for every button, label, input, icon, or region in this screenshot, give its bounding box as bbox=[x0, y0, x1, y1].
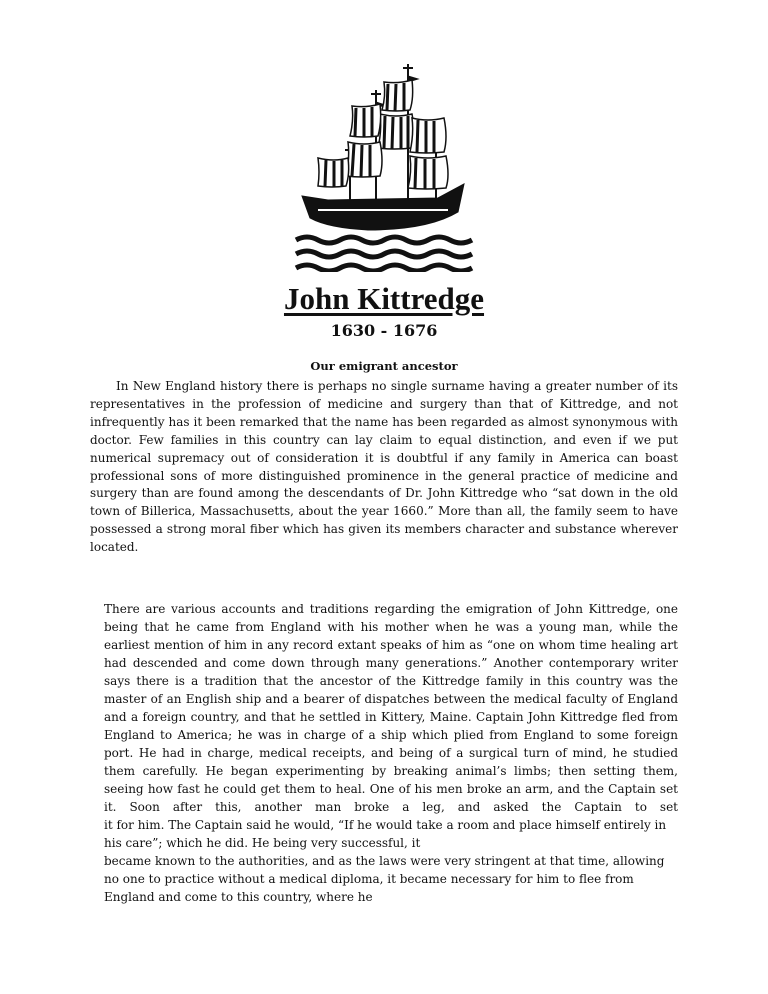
page-title: John Kittredge bbox=[283, 281, 485, 316]
paragraph-2-line-3: became known to the authorities, and as the laws were very stringent at that time, allowing no one to practice without a medical diploma, it became necessary for him to flee from England and come to this country, where he bbox=[104, 854, 665, 904]
paragraph-2 bbox=[104, 600, 678, 906]
sailing-ship-logo-icon bbox=[296, 64, 472, 271]
paragraph-2-main: There are various accounts and traditions regarding the emigration of John Kittredge, one being that he came from England with his mother when he was a young man, while the earliest mention of him in any record extant speaks of him as “one on whom time healing art had descended and come down through many generations.” Another contemporary writer says there is a tradition that the ancestor of the Kittredge family in this country was the master of an English ship and a bearer of dispatches between the medical faculty of England and a foreign country, and that he settled in Kittery, Maine. Captain John Kittredge fled from England to America; he was in charge of a ship which plied from England to some foreign port. He had in charge, medical receipts, and being of a surgical turn of mind, he studied them carefully. He began experimenting by breaking animal’s limbs; then setting them, seeing how fast he could get them to heal. One of his men broke an arm, and the Captain set it. Soon after this, another man broke a leg, and asked the Captain to set bbox=[104, 602, 678, 814]
paragraph-1: In New England history there is perhaps no single surname having a greater number of its representatives in the profession of medicine and surgery than that of Kittredge, and not infrequently has it been remarked that the name has been regarded as almost synonymous with doctor. Few families in this country can lay claim to equal distinction, and even if we put numerical supremacy out of consideration it is doubtful if any family in America can boast professional sons of more distinguished prominence in the general practice of medicine and surgery than are found among the descendants of Dr. John Kittredge who “sat down in the old town of Billerica, Massachusetts, about the year 1660.” More than all, the family seem to have possessed a strong moral fiber which has given its members character and substance wherever located. bbox=[90, 379, 678, 555]
subtitle: Our emigrant ancestor bbox=[310, 359, 458, 373]
paragraph-2-line-2: it for him. The Captain said he would, “If he would take a room and place himself entirely in his care”; which he did. He being very successful, it bbox=[104, 818, 667, 850]
ship-logo bbox=[288, 62, 480, 272]
life-dates: 1630 - 1676 bbox=[330, 321, 438, 340]
